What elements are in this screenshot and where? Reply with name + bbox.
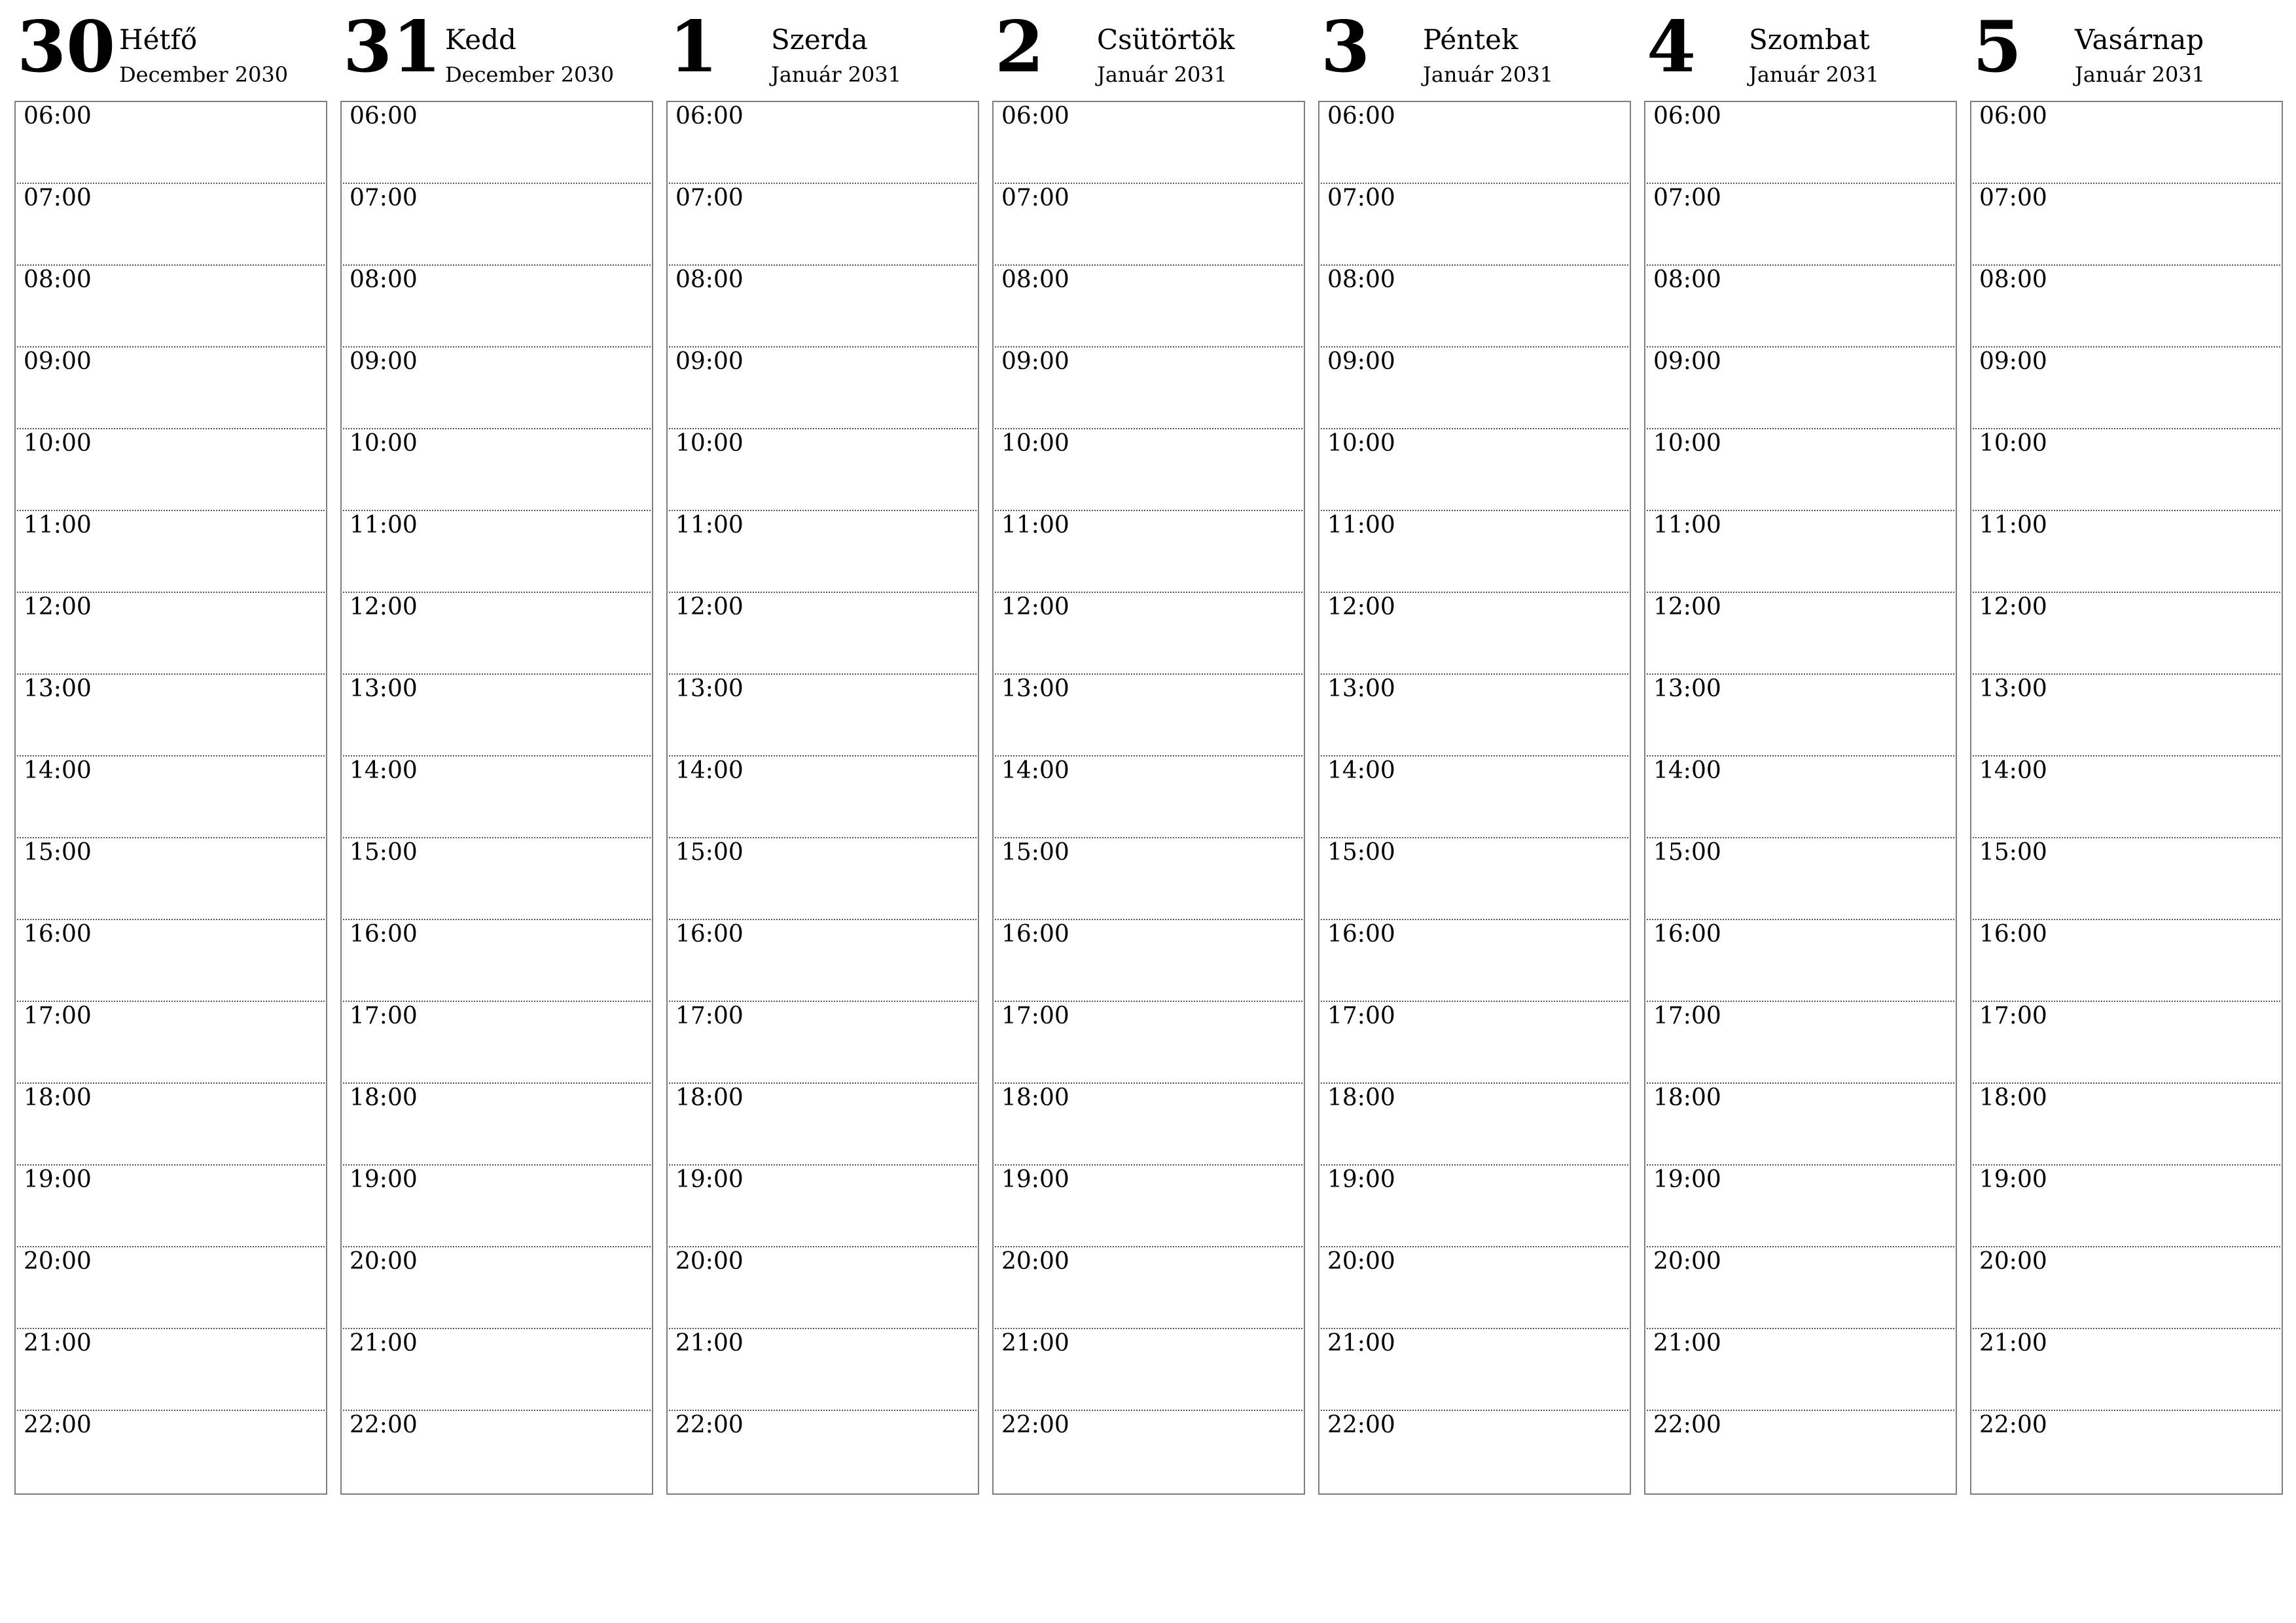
time-label: 07:00 [1001,185,1069,211]
time-slot[interactable] [995,593,1302,675]
time-slot[interactable] [343,348,651,429]
time-slot[interactable] [1321,266,1628,348]
day-number: 31 [343,6,442,88]
time-slot[interactable] [1973,920,2280,1002]
time-label: 13:00 [675,675,744,702]
time-slot[interactable] [669,1411,977,1493]
time-label: 20:00 [675,1248,744,1275]
time-slot[interactable] [669,511,977,593]
time-slot[interactable] [1647,184,1954,266]
time-label: 07:00 [1979,185,2047,211]
time-label: 16:00 [675,921,744,948]
time-slot[interactable] [669,1329,977,1411]
time-label: 06:00 [1979,103,2047,130]
time-label: 13:00 [350,675,418,702]
day-number: 1 [669,6,719,88]
time-label: 20:00 [1653,1248,1721,1275]
time-label: 09:00 [1327,348,1395,375]
day-month: Január 2031 [1423,62,1554,87]
time-label: 08:00 [1327,266,1395,293]
day-schedule [992,101,1305,1495]
time-slot[interactable] [1973,102,2280,184]
time-slot[interactable] [1973,593,2280,675]
time-label: 15:00 [350,839,418,866]
time-slot[interactable] [1973,1002,2280,1084]
time-label: 14:00 [1979,757,2047,784]
time-slot[interactable] [1973,757,2280,838]
time-slot[interactable] [1973,1084,2280,1166]
time-label: 09:00 [1653,348,1721,375]
time-label: 22:00 [675,1412,744,1438]
time-label: 08:00 [1979,266,2047,293]
time-slot[interactable] [343,593,651,675]
time-label: 22:00 [1001,1412,1069,1438]
time-label: 20:00 [350,1248,418,1275]
time-label: 16:00 [24,921,92,948]
time-slot[interactable] [17,429,325,511]
time-label: 06:00 [675,103,744,130]
time-slot[interactable] [669,675,977,757]
time-slot[interactable] [1973,838,2280,920]
time-slot[interactable] [995,1411,1302,1493]
time-slot[interactable] [1973,429,2280,511]
time-label: 17:00 [350,1003,418,1029]
time-slot[interactable] [1973,266,2280,348]
time-slot[interactable] [1321,593,1628,675]
time-slot[interactable] [1321,1084,1628,1166]
time-label: 14:00 [1001,757,1069,784]
day-header [340,0,653,98]
time-slot[interactable] [343,102,651,184]
time-slot[interactable] [669,266,977,348]
time-slot[interactable] [995,1247,1302,1329]
day-name: Hétfő [119,24,198,56]
time-slot[interactable] [1647,266,1954,348]
time-label: 16:00 [1979,921,2047,948]
time-label: 21:00 [1653,1330,1721,1357]
day-number: 5 [1973,6,2022,88]
time-label: 13:00 [1653,675,1721,702]
time-slot[interactable] [1321,348,1628,429]
time-label: 09:00 [1979,348,2047,375]
time-slot[interactable] [995,266,1302,348]
time-label: 18:00 [1653,1084,1721,1111]
time-slot[interactable] [1973,511,2280,593]
time-slot[interactable] [1647,1084,1954,1166]
time-slot[interactable] [995,675,1302,757]
time-label: 17:00 [1653,1003,1721,1029]
time-label: 17:00 [1327,1003,1395,1029]
time-label: 17:00 [1001,1003,1069,1029]
time-slot[interactable] [669,102,977,184]
time-slot[interactable] [995,757,1302,838]
time-label: 19:00 [1979,1166,2047,1193]
time-label: 07:00 [675,185,744,211]
time-label: 21:00 [24,1330,92,1357]
time-slot[interactable] [995,1166,1302,1247]
time-slot[interactable] [1647,593,1954,675]
time-label: 18:00 [1001,1084,1069,1111]
time-label: 10:00 [1001,430,1069,457]
time-slot[interactable] [995,429,1302,511]
time-label: 18:00 [675,1084,744,1111]
time-slot[interactable] [1321,1329,1628,1411]
time-label: 18:00 [1327,1084,1395,1111]
time-label: 21:00 [675,1330,744,1357]
time-slot[interactable] [1647,1411,1954,1493]
time-label: 11:00 [350,512,418,539]
time-slot[interactable] [669,1166,977,1247]
day-name: Vasárnap [2075,24,2204,56]
time-slot[interactable] [669,1002,977,1084]
time-slot[interactable] [343,675,651,757]
time-slot[interactable] [1647,511,1954,593]
time-label: 19:00 [1327,1166,1395,1193]
time-label: 06:00 [24,103,92,130]
time-slot[interactable] [343,1084,651,1166]
time-label: 16:00 [350,921,418,948]
time-slot[interactable] [669,757,977,838]
time-label: 15:00 [24,839,92,866]
time-slot[interactable] [1973,1411,2280,1493]
time-label: 11:00 [24,512,92,539]
time-label: 07:00 [24,185,92,211]
time-label: 15:00 [1979,839,2047,866]
time-slot[interactable] [17,511,325,593]
time-slot[interactable] [17,675,325,757]
time-slot[interactable] [343,266,651,348]
time-label: 10:00 [24,430,92,457]
time-label: 12:00 [675,594,744,620]
time-label: 22:00 [350,1412,418,1438]
day-header [1318,0,1631,98]
time-slot[interactable] [343,1002,651,1084]
day-number: 2 [995,6,1045,88]
time-label: 14:00 [350,757,418,784]
time-slot[interactable] [1973,1247,2280,1329]
time-label: 15:00 [1653,839,1721,866]
time-slot[interactable] [17,757,325,838]
time-label: 09:00 [24,348,92,375]
time-slot[interactable] [17,348,325,429]
time-label: 10:00 [1327,430,1395,457]
time-label: 12:00 [1979,594,2047,620]
time-label: 22:00 [1653,1412,1721,1438]
time-slot[interactable] [1973,348,2280,429]
time-slot[interactable] [343,1166,651,1247]
time-label: 22:00 [1979,1412,2047,1438]
time-slot[interactable] [995,920,1302,1002]
day-header [14,0,327,98]
time-label: 19:00 [1653,1166,1721,1193]
time-label: 11:00 [1327,512,1395,539]
time-slot[interactable] [669,184,977,266]
time-slot[interactable] [1321,184,1628,266]
time-label: 06:00 [350,103,418,130]
time-label: 06:00 [1653,103,1721,130]
time-slot[interactable] [995,102,1302,184]
time-slot[interactable] [1647,838,1954,920]
time-label: 13:00 [1979,675,2047,702]
time-slot[interactable] [995,1002,1302,1084]
time-label: 07:00 [350,185,418,211]
day-name: Csütörtök [1097,24,1235,56]
time-label: 10:00 [1979,430,2047,457]
day-schedule [1970,101,2283,1495]
time-slot[interactable] [17,593,325,675]
time-label: 06:00 [1327,103,1395,130]
day-schedule [1318,101,1631,1495]
time-label: 14:00 [1653,757,1721,784]
day-header [1644,0,1957,98]
time-label: 21:00 [1327,1330,1395,1357]
time-slot[interactable] [1647,757,1954,838]
time-label: 14:00 [1327,757,1395,784]
time-slot[interactable] [17,1084,325,1166]
time-slot[interactable] [1321,1411,1628,1493]
time-slot[interactable] [343,429,651,511]
time-label: 12:00 [1653,594,1721,620]
time-label: 14:00 [675,757,744,784]
time-slot[interactable] [995,511,1302,593]
time-label: 20:00 [1979,1248,2047,1275]
time-slot[interactable] [1647,675,1954,757]
time-slot[interactable] [343,1329,651,1411]
time-slot[interactable] [17,102,325,184]
time-label: 09:00 [350,348,418,375]
time-slot[interactable] [669,1084,977,1166]
time-label: 08:00 [350,266,418,293]
time-slot[interactable] [1321,757,1628,838]
time-slot[interactable] [343,838,651,920]
time-slot[interactable] [995,838,1302,920]
time-label: 08:00 [1001,266,1069,293]
time-label: 19:00 [350,1166,418,1193]
time-slot[interactable] [17,1329,325,1411]
time-label: 14:00 [24,757,92,784]
time-slot[interactable] [17,838,325,920]
time-label: 21:00 [1979,1330,2047,1357]
time-label: 15:00 [1001,839,1069,866]
time-label: 20:00 [24,1248,92,1275]
time-label: 18:00 [24,1084,92,1111]
day-header [992,0,1305,98]
time-label: 11:00 [1653,512,1721,539]
time-slot[interactable] [1321,838,1628,920]
time-slot[interactable] [1647,102,1954,184]
time-label: 12:00 [1001,594,1069,620]
time-label: 19:00 [24,1166,92,1193]
time-slot[interactable] [1647,1002,1954,1084]
time-label: 17:00 [675,1003,744,1029]
time-slot[interactable] [343,511,651,593]
time-label: 12:00 [350,594,418,620]
time-label: 22:00 [1327,1412,1395,1438]
time-label: 10:00 [1653,430,1721,457]
day-number: 30 [17,6,116,88]
day-name: Szombat [1749,24,1870,56]
day-header [1970,0,2283,98]
time-slot[interactable] [669,1247,977,1329]
day-month: Január 2031 [771,62,902,87]
time-slot[interactable] [1321,511,1628,593]
time-slot[interactable] [17,1247,325,1329]
time-label: 12:00 [1327,594,1395,620]
time-label: 06:00 [1001,103,1069,130]
time-slot[interactable] [17,266,325,348]
time-label: 21:00 [1001,1330,1069,1357]
time-slot[interactable] [1321,920,1628,1002]
time-slot[interactable] [995,1084,1302,1166]
time-label: 11:00 [1979,512,2047,539]
time-label: 17:00 [24,1003,92,1029]
day-schedule [340,101,653,1495]
time-label: 16:00 [1001,921,1069,948]
day-month: Január 2031 [1097,62,1228,87]
day-schedule [666,101,979,1495]
time-slot[interactable] [17,184,325,266]
time-slot[interactable] [1321,1002,1628,1084]
time-slot[interactable] [995,1329,1302,1411]
time-label: 08:00 [675,266,744,293]
time-slot[interactable] [1647,429,1954,511]
time-label: 15:00 [1327,839,1395,866]
time-slot[interactable] [343,1411,651,1493]
day-month: Január 2031 [1749,62,1880,87]
time-slot[interactable] [1647,348,1954,429]
time-label: 11:00 [675,512,744,539]
time-slot[interactable] [1647,1247,1954,1329]
time-slot[interactable] [1647,920,1954,1002]
time-label: 08:00 [24,266,92,293]
time-slot[interactable] [669,838,977,920]
time-label: 12:00 [24,594,92,620]
time-label: 20:00 [1327,1248,1395,1275]
time-slot[interactable] [1973,1166,2280,1247]
time-slot[interactable] [343,920,651,1002]
time-label: 11:00 [1001,512,1069,539]
time-slot[interactable] [343,1247,651,1329]
time-label: 19:00 [675,1166,744,1193]
time-label: 18:00 [1979,1084,2047,1111]
time-slot[interactable] [1647,1166,1954,1247]
time-slot[interactable] [343,184,651,266]
time-slot[interactable] [17,1411,325,1493]
time-label: 18:00 [350,1084,418,1111]
time-slot[interactable] [1973,1329,2280,1411]
time-slot[interactable] [17,1002,325,1084]
day-name: Szerda [771,24,868,56]
time-slot[interactable] [1321,102,1628,184]
time-label: 19:00 [1001,1166,1069,1193]
time-label: 07:00 [1653,185,1721,211]
time-slot[interactable] [669,348,977,429]
time-slot[interactable] [995,348,1302,429]
time-slot[interactable] [17,1166,325,1247]
time-slot[interactable] [1973,184,2280,266]
time-label: 09:00 [1001,348,1069,375]
time-slot[interactable] [1321,1166,1628,1247]
time-slot[interactable] [1321,429,1628,511]
time-slot[interactable] [669,593,977,675]
time-label: 16:00 [1327,921,1395,948]
time-slot[interactable] [995,184,1302,266]
day-schedule [1644,101,1957,1495]
time-label: 16:00 [1653,921,1721,948]
time-slot[interactable] [1321,675,1628,757]
time-slot[interactable] [343,757,651,838]
time-slot[interactable] [669,920,977,1002]
day-schedule [14,101,327,1495]
time-slot[interactable] [1973,675,2280,757]
time-slot[interactable] [669,429,977,511]
time-label: 22:00 [24,1412,92,1438]
time-label: 17:00 [1979,1003,2047,1029]
time-label: 10:00 [350,430,418,457]
day-number: 3 [1321,6,1371,88]
time-label: 21:00 [350,1330,418,1357]
time-label: 08:00 [1653,266,1721,293]
time-label: 15:00 [675,839,744,866]
day-header [666,0,979,98]
day-number: 4 [1647,6,1696,88]
time-slot[interactable] [1321,1247,1628,1329]
time-label: 20:00 [1001,1248,1069,1275]
day-month: December 2030 [445,62,615,87]
time-slot[interactable] [1647,1329,1954,1411]
day-month: December 2030 [119,62,289,87]
time-label: 13:00 [1001,675,1069,702]
day-name: Kedd [445,24,516,56]
time-label: 13:00 [1327,675,1395,702]
day-month: Január 2031 [2075,62,2206,87]
day-name: Péntek [1423,24,1518,56]
time-slot[interactable] [17,920,325,1002]
time-label: 09:00 [675,348,744,375]
time-label: 13:00 [24,675,92,702]
time-label: 10:00 [675,430,744,457]
time-label: 07:00 [1327,185,1395,211]
